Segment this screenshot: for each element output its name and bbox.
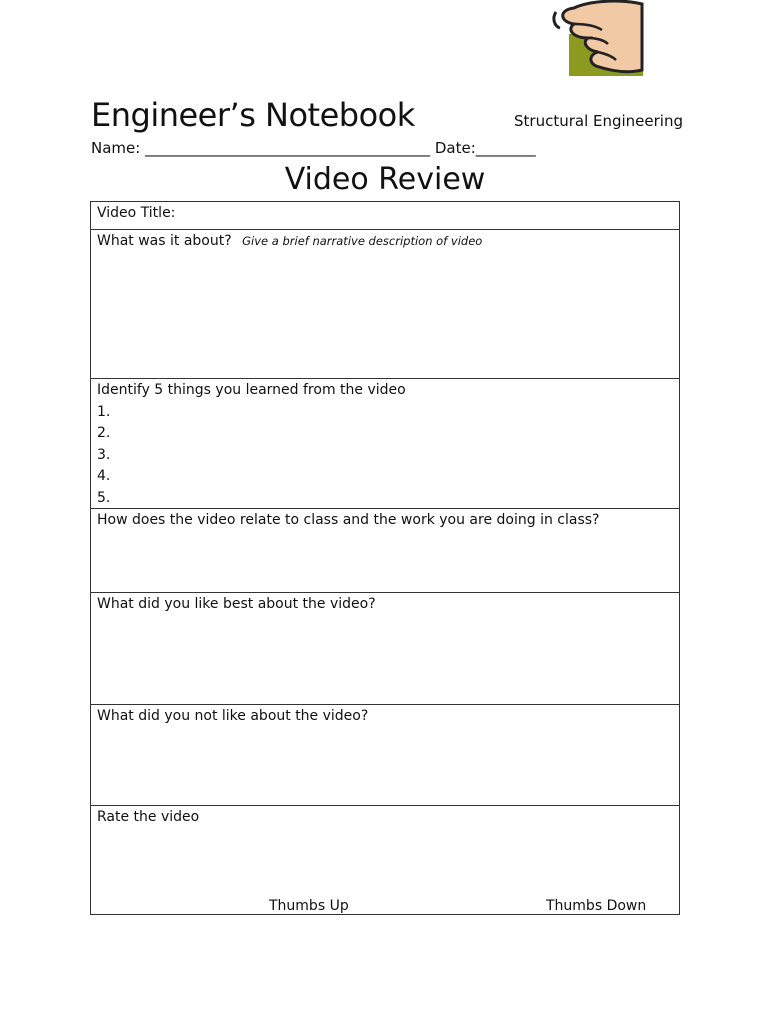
about-row xyxy=(91,230,679,379)
learned-item-5: 5. xyxy=(97,489,111,506)
name-date-line: Name: ______________________________________ Date:________ xyxy=(91,139,536,157)
thumbs-down-hand-icon xyxy=(546,0,646,76)
learned-label: Identify 5 things you learned from the video xyxy=(97,382,406,398)
video-review-table xyxy=(90,201,680,915)
rate-row xyxy=(91,806,679,914)
notebook-title: Engineer’s Notebook xyxy=(91,96,415,134)
learned-item-3: 3. xyxy=(97,446,111,463)
thumbs-down-label: Thumbs Down xyxy=(546,898,647,914)
form-title: Video Review xyxy=(284,162,486,197)
disliked-label: What did you not like about the video? xyxy=(97,708,369,724)
thumbs-up-label: Thumbs Up xyxy=(269,898,349,914)
disliked-row xyxy=(91,705,679,806)
liked-row xyxy=(91,593,679,705)
learned-item-2: 2. xyxy=(97,425,111,441)
about-hint: Give a brief narrative description of video xyxy=(242,234,483,248)
learned-item-1: 1. xyxy=(97,403,111,420)
subject-label: Structural Engineering xyxy=(514,112,684,130)
about-label: What was it about? xyxy=(97,233,232,249)
video-title-row xyxy=(91,202,679,230)
relate-row xyxy=(91,509,679,593)
learned-row xyxy=(91,379,679,509)
relate-label: How does the video relate to class and the work you are doing in class? xyxy=(97,512,600,528)
rate-label: Rate the video xyxy=(97,809,200,825)
learned-item-4: 4. xyxy=(97,468,111,484)
video-title-label: Video Title: xyxy=(97,205,176,221)
liked-label: What did you like best about the video? xyxy=(97,596,376,612)
